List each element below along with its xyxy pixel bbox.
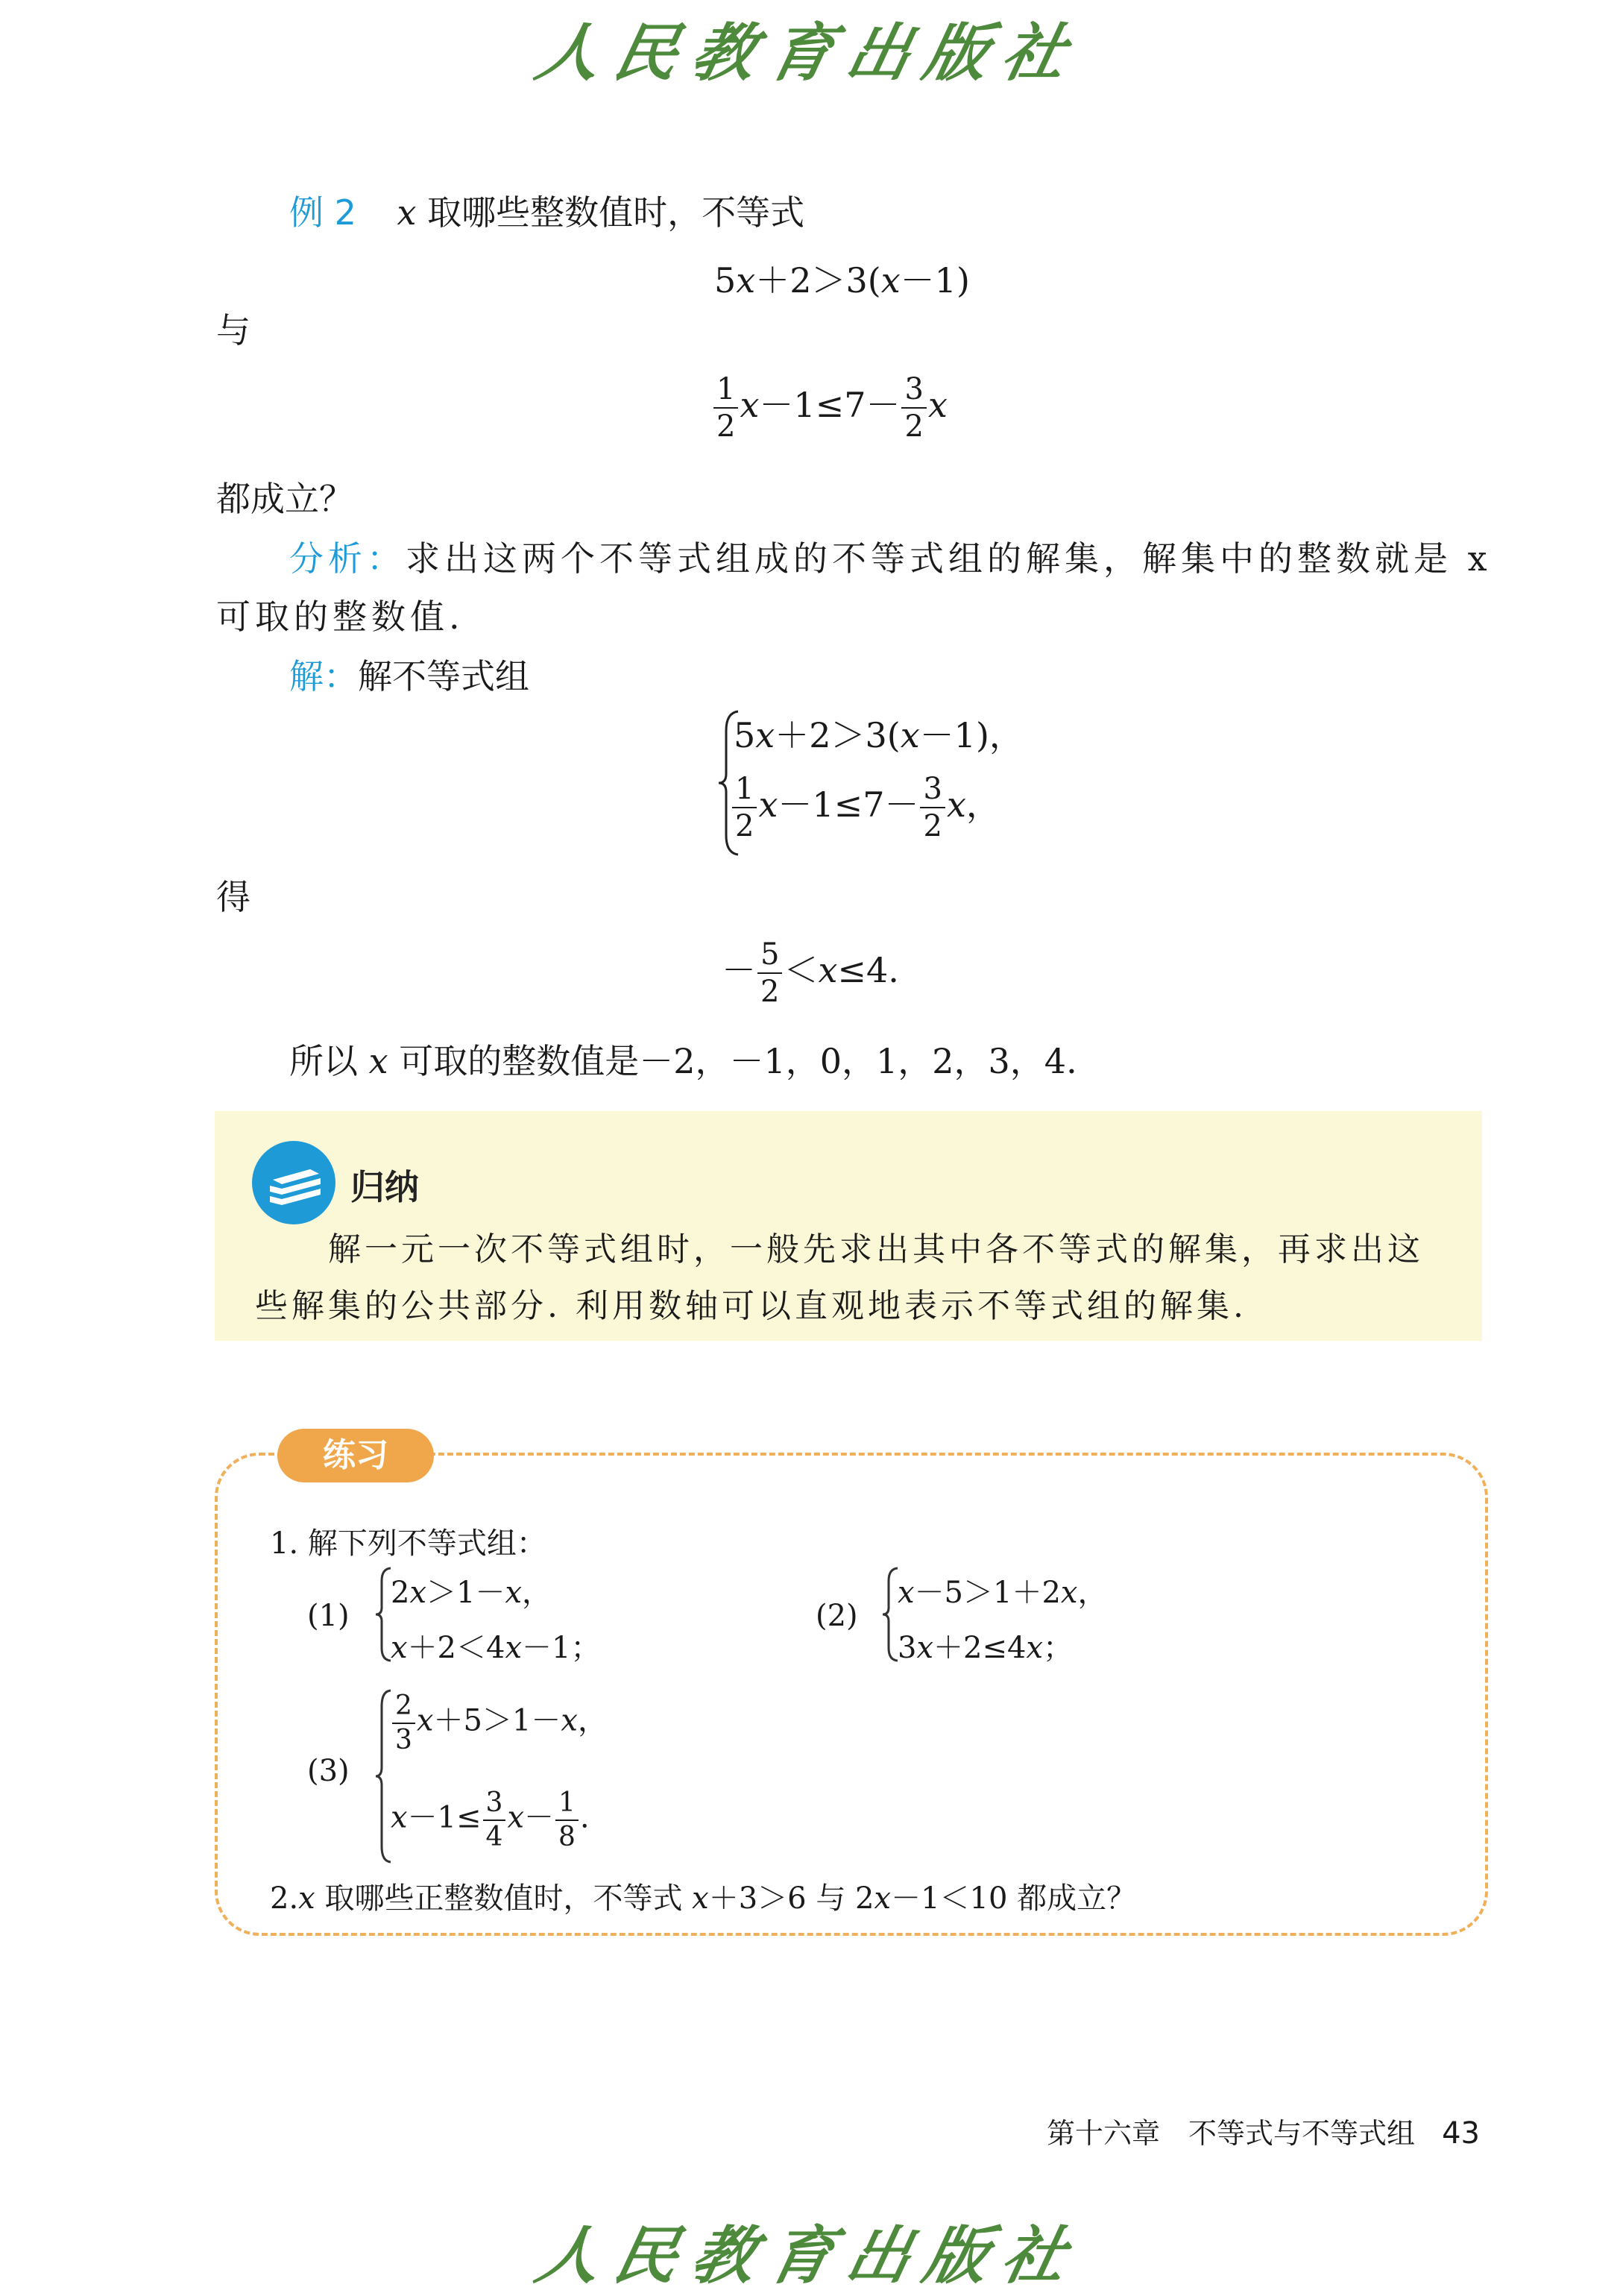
solution-line: 解：解不等式组 [289, 656, 529, 696]
exercise-q1: 1. 解下列不等式组： [270, 1526, 546, 1561]
inequality-2: $\frac{1}{2}$ x－1≤7－ $\frac{3}{2}$ x [712, 373, 948, 443]
part-1-line-2: x＋2＜4x－1； [391, 1631, 601, 1665]
exercise-q2: 2.x 取哪些正整数值时，不等式 x＋3＞6 与 2x－1＜10 都成立？ [270, 1881, 1137, 1916]
part-2-label: (2) [816, 1599, 858, 1633]
summary-line-2: 些解集的公共部分. 利用数轴可以直观地表示不等式组的解集. [255, 1287, 1247, 1325]
inequality-1: 5x＋2＞3(x－1) [714, 260, 970, 301]
part-1-line-1: 2x＞1－x， [391, 1576, 552, 1610]
chapter-footer [1047, 2110, 1480, 2151]
analysis-line-2: 可取的整数值. [216, 597, 464, 637]
analysis-label: 分析： [289, 538, 406, 579]
chapter-title: 第十六章 不等式与不等式组 [1047, 2117, 1416, 2150]
part-3-line-1: $\frac{2}{3}$ x＋5＞1－x， [391, 1691, 608, 1755]
var-x: x [397, 192, 417, 233]
system-line-1: 5x＋2＞3(x－1)， [734, 715, 1024, 755]
fraction: $\frac{3}{2}$ [901, 373, 926, 443]
solution-label: 解： [289, 656, 358, 696]
summary-title: 归纳 [350, 1167, 419, 1207]
connector-text: 与 [216, 310, 250, 350]
example-question: 取哪些整数值时，不等式 [427, 192, 805, 233]
get-text: 得 [216, 877, 250, 917]
conclusion: 所以 x 可取的整数值是－2，－1，0，1，2，3，4. [289, 1041, 1077, 1081]
question-end: 都成立？ [216, 479, 353, 519]
part-3-line-2: x－1≤ $\frac{3}{4}$ x－ $\frac{1}{8}$ . [391, 1787, 590, 1852]
book-icon [250, 1139, 337, 1226]
solution-set: － $\frac{5}{2}$ ＜x≤4. [722, 937, 899, 1009]
page-number: 43 [1442, 2116, 1481, 2151]
part-2-line-2: 3x＋2≤4x； [898, 1631, 1073, 1665]
part-2-line-1: x－5＞1＋2x， [898, 1576, 1108, 1610]
example-label: 例 2 [289, 192, 356, 233]
example-heading [289, 192, 805, 233]
exercise-tag: 练习 [277, 1429, 434, 1482]
part-1-label: (1) [307, 1599, 350, 1633]
analysis-line-1: 分析：求出这两个不等式组成的不等式组的解集，解集中的整数就是 x [289, 538, 1492, 579]
publisher-header: 人民教育出版社 [529, 16, 1088, 89]
system-line-2: $\frac{1}{2}$ x－1≤7－ $\frac{3}{2}$ x， [731, 773, 1000, 843]
summary-line-1: 解一元一次不等式组时，一般先求出其中各不等式的解集，再求出这 [328, 1230, 1424, 1268]
fraction: $\frac{1}{2}$ [713, 373, 738, 443]
part-3-label: (3) [307, 1754, 350, 1788]
publisher-footer: 人民教育出版社 [529, 2218, 1088, 2292]
